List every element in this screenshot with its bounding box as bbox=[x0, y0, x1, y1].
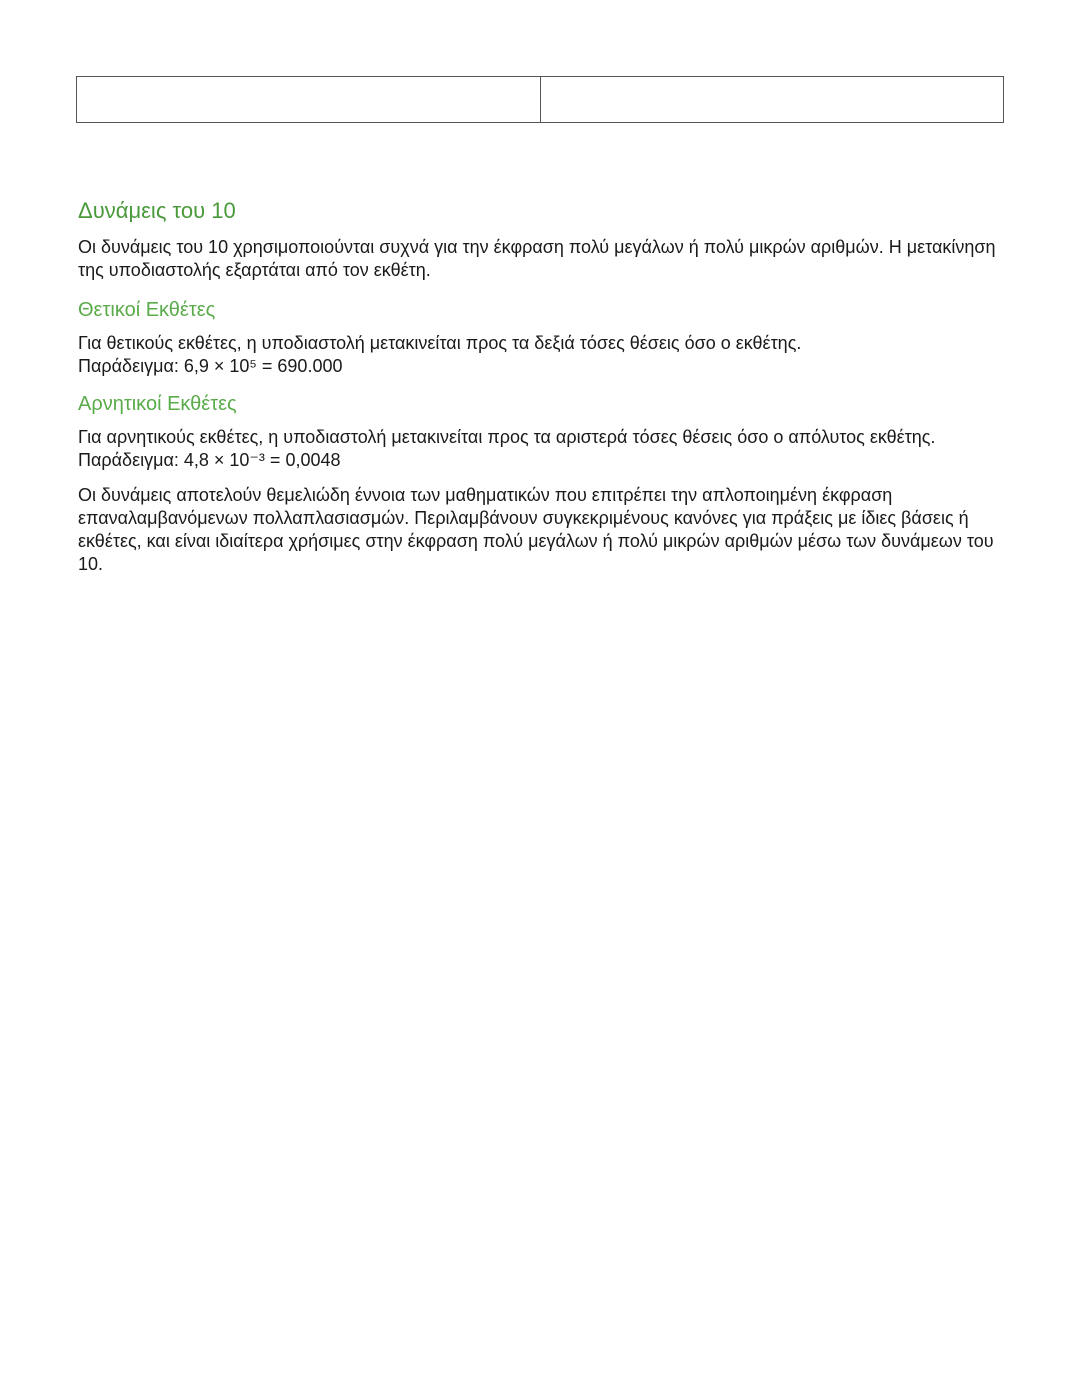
negative-exponents-body bbox=[78, 426, 1008, 472]
negative-exponents-example: Παράδειγμα: 4,8 × 10⁻³ = 0,0048 bbox=[78, 450, 341, 470]
positive-exponents-text: Για θετικούς εκθέτες, η υποδιαστολή μετακινείται προς τα δεξιά τόσες θέσεις όσο ο εκθέτης. bbox=[78, 333, 802, 353]
table-cell-right bbox=[540, 77, 1004, 123]
section-heading: Δυνάμεις του 10 bbox=[78, 198, 236, 223]
table-cell-left bbox=[77, 77, 541, 123]
positive-exponents-heading: Θετικοί Εκθέτες bbox=[78, 299, 216, 321]
positive-exponents-example: Παράδειγμα: 6,9 × 10⁵ = 690.000 bbox=[78, 356, 343, 376]
summary-paragraph: Οι δυνάμεις αποτελούν θεμελιώδη έννοια των μαθηματικών που επιτρέπει την απλοποιημένη έκφραση επαναλαμβανόμενων πολλαπλασιασμών. Περιλαμβάνουν συγκεκριμένους κανόνες για πράξεις με ίδιες βάσεις ή εκθέτες, και είναι ιδιαίτερα χρήσιμες στην έκφραση πολύ μεγάλων ή πολύ μικρών αριθμών μέσω των δυνάμεων του 10. bbox=[78, 485, 994, 574]
positive-exponents-body bbox=[78, 332, 1008, 378]
empty-table bbox=[76, 76, 1004, 123]
section-intro: Οι δυνάμεις του 10 χρησιμοποιούνται συχνά για την έκφραση πολύ μεγάλων ή πολύ μικρών αριθμών. Η μετακίνηση της υποδιαστολής εξαρτάται από τον εκθέτη. bbox=[78, 237, 996, 280]
negative-exponents-heading: Αρνητικοί Εκθέτες bbox=[78, 393, 237, 415]
document-content bbox=[78, 196, 1008, 590]
negative-exponents-text: Για αρνητικούς εκθέτες, η υποδιαστολή μετακινείται προς τα αριστερά τόσες θέσεις όσο ο απόλυτος εκθέτης. bbox=[78, 427, 936, 447]
table-row bbox=[77, 77, 1004, 123]
